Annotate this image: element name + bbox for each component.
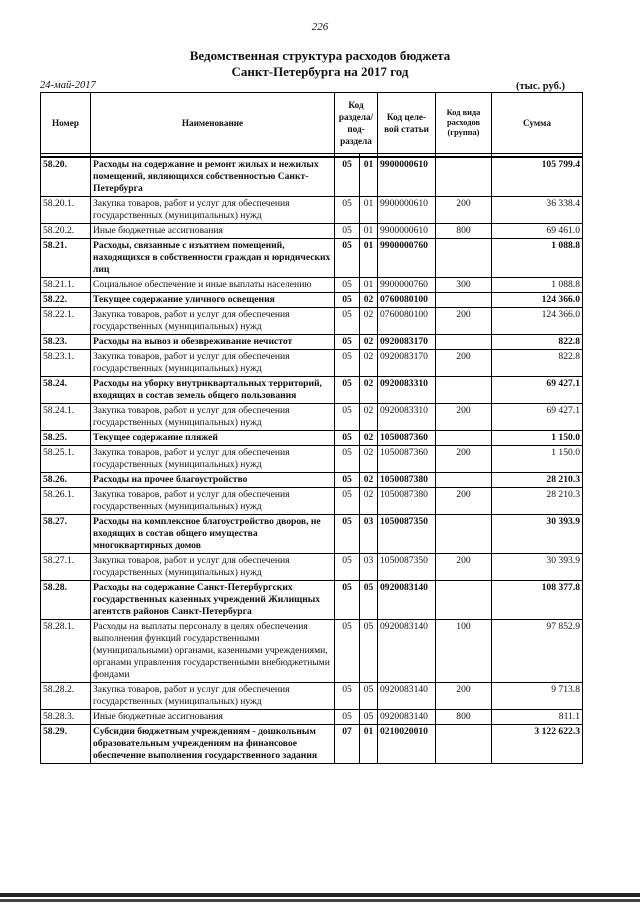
row-target-code: 0760080100 bbox=[378, 293, 436, 308]
row-subsection-code: 02 bbox=[360, 377, 378, 404]
row-expense-type bbox=[436, 335, 492, 350]
row-number: 58.29. bbox=[41, 725, 91, 764]
row-expense-type: 200 bbox=[436, 197, 492, 224]
row-subsection-code: 05 bbox=[360, 683, 378, 710]
row-target-code: 0920083310 bbox=[378, 404, 436, 431]
row-target-code: 0920083140 bbox=[378, 620, 436, 683]
row-number: 58.20. bbox=[41, 157, 91, 197]
row-name: Расходы на прочее благоустройство bbox=[91, 473, 335, 488]
row-sum: 30 393.9 bbox=[492, 554, 583, 581]
units-label: (тыс. руб.) bbox=[516, 81, 565, 92]
row-name: Субсидии бюджетным учреждениям - дошкольным образовательным учреждениям на финансовое обеспечение выполнения государственного задания bbox=[91, 725, 335, 764]
row-name: Расходы на содержание Санкт-Петербургских государственных казенных учреждений Жилищных агентств районов Санкт-Петербурга bbox=[91, 581, 335, 620]
row-name: Закупка товаров, работ и услуг для обеспечения государственных (муниципальных) нужд bbox=[91, 197, 335, 224]
row-expense-type: 200 bbox=[436, 554, 492, 581]
row-target-code: 1050087350 bbox=[378, 515, 436, 554]
row-section-code: 05 bbox=[335, 554, 360, 581]
row-name: Иные бюджетные ассигнования bbox=[91, 710, 335, 725]
footer-line-secondary bbox=[0, 899, 640, 902]
row-subsection-code: 01 bbox=[360, 725, 378, 764]
row-subsection-code: 02 bbox=[360, 488, 378, 515]
row-section-code: 05 bbox=[335, 404, 360, 431]
row-section-code: 05 bbox=[335, 197, 360, 224]
table-row bbox=[41, 515, 583, 554]
row-subsection-code: 01 bbox=[360, 278, 378, 293]
table-row bbox=[41, 554, 583, 581]
table-row bbox=[41, 197, 583, 224]
row-name: Расходы на комплексное благоустройство дворов, не входящих в состав общего имущества многоквартирных домов bbox=[91, 515, 335, 554]
row-sum: 105 799.4 bbox=[492, 157, 583, 197]
table-row bbox=[41, 308, 583, 335]
row-section-code: 05 bbox=[335, 157, 360, 197]
row-section-code: 05 bbox=[335, 308, 360, 335]
row-expense-type: 200 bbox=[436, 488, 492, 515]
table-header-row bbox=[41, 93, 583, 154]
row-section-code: 05 bbox=[335, 224, 360, 239]
table-row bbox=[41, 335, 583, 350]
row-name: Закупка товаров, работ и услуг для обеспечения государственных (муниципальных) нужд bbox=[91, 308, 335, 335]
table-row bbox=[41, 278, 583, 293]
row-expense-type: 100 bbox=[436, 620, 492, 683]
row-target-code: 9900000610 bbox=[378, 197, 436, 224]
row-subsection-code: 05 bbox=[360, 581, 378, 620]
header-target: Код целе-вой статьи bbox=[378, 93, 436, 154]
row-number: 58.20.1. bbox=[41, 197, 91, 224]
document-date: 24-май-2017 bbox=[40, 80, 96, 91]
row-sum: 69 427.1 bbox=[492, 377, 583, 404]
title-line-1: Ведомственная структура расходов бюджета bbox=[189, 48, 451, 63]
row-expense-type bbox=[436, 157, 492, 197]
row-sum: 108 377.8 bbox=[492, 581, 583, 620]
row-expense-type: 800 bbox=[436, 224, 492, 239]
row-subsection-code: 01 bbox=[360, 239, 378, 278]
table-row bbox=[41, 239, 583, 278]
row-expense-type bbox=[436, 725, 492, 764]
row-section-code: 05 bbox=[335, 710, 360, 725]
row-name: Расходы на содержание и ремонт жилых и нежилых помещений, являющихся собственностью Санкт-Петербурга bbox=[91, 157, 335, 197]
row-name: Расходы на вывоз и обезвреживание нечистот bbox=[91, 335, 335, 350]
row-number: 58.24. bbox=[41, 377, 91, 404]
row-expense-type: 200 bbox=[436, 308, 492, 335]
row-name: Закупка товаров, работ и услуг для обеспечения государственных (муниципальных) нужд bbox=[91, 683, 335, 710]
row-subsection-code: 02 bbox=[360, 335, 378, 350]
table-row bbox=[41, 377, 583, 404]
row-target-code: 1050087360 bbox=[378, 446, 436, 473]
row-number: 58.28.1. bbox=[41, 620, 91, 683]
row-section-code: 05 bbox=[335, 293, 360, 308]
row-number: 58.23. bbox=[41, 335, 91, 350]
row-name: Закупка товаров, работ и услуг для обеспечения государственных (муниципальных) нужд bbox=[91, 554, 335, 581]
row-target-code: 0920083310 bbox=[378, 377, 436, 404]
row-sum: 811.1 bbox=[492, 710, 583, 725]
row-number: 58.28.2. bbox=[41, 683, 91, 710]
row-target-code: 1050087380 bbox=[378, 473, 436, 488]
row-section-code: 05 bbox=[335, 620, 360, 683]
row-number: 58.21. bbox=[41, 239, 91, 278]
row-section-code: 05 bbox=[335, 446, 360, 473]
row-expense-type bbox=[436, 473, 492, 488]
row-expense-type bbox=[436, 431, 492, 446]
header-section: Код раздела/ под-раздела bbox=[335, 93, 378, 154]
row-expense-type: 200 bbox=[436, 350, 492, 377]
row-section-code: 05 bbox=[335, 683, 360, 710]
row-number: 58.26. bbox=[41, 473, 91, 488]
row-subsection-code: 05 bbox=[360, 620, 378, 683]
table-row bbox=[41, 620, 583, 683]
row-sum: 822.8 bbox=[492, 350, 583, 377]
title-line-2: Санкт-Петербурга на 2017 год bbox=[231, 64, 409, 79]
row-expense-type: 200 bbox=[436, 683, 492, 710]
row-name: Расходы, связанные с изъятием помещений, находящихся в собственности граждан и юридических лиц bbox=[91, 239, 335, 278]
table-row bbox=[41, 725, 583, 764]
row-target-code: 0920083140 bbox=[378, 581, 436, 620]
row-target-code: 9900000760 bbox=[378, 239, 436, 278]
row-target-code: 9900000610 bbox=[378, 224, 436, 239]
row-expense-type bbox=[436, 293, 492, 308]
table-row bbox=[41, 446, 583, 473]
row-expense-type bbox=[436, 581, 492, 620]
row-expense-type: 200 bbox=[436, 446, 492, 473]
row-number: 58.20.2. bbox=[41, 224, 91, 239]
row-sum: 124 366.0 bbox=[492, 293, 583, 308]
row-target-code: 0920083170 bbox=[378, 350, 436, 377]
row-sum: 1 088.8 bbox=[492, 278, 583, 293]
row-name: Закупка товаров, работ и услуг для обеспечения государственных (муниципальных) нужд bbox=[91, 350, 335, 377]
row-subsection-code: 03 bbox=[360, 554, 378, 581]
row-number: 58.25.1. bbox=[41, 446, 91, 473]
row-name: Закупка товаров, работ и услуг для обеспечения государственных (муниципальных) нужд bbox=[91, 488, 335, 515]
row-expense-type bbox=[436, 377, 492, 404]
row-number: 58.27.1. bbox=[41, 554, 91, 581]
row-subsection-code: 02 bbox=[360, 308, 378, 335]
row-section-code: 05 bbox=[335, 488, 360, 515]
row-target-code: 1050087350 bbox=[378, 554, 436, 581]
row-section-code: 05 bbox=[335, 473, 360, 488]
row-sum: 822.8 bbox=[492, 335, 583, 350]
row-target-code: 0210020010 bbox=[378, 725, 436, 764]
row-name: Расходы на уборку внутриквартальных территорий, входящих в состав земель общего пользования bbox=[91, 377, 335, 404]
row-target-code: 9900000760 bbox=[378, 278, 436, 293]
row-subsection-code: 02 bbox=[360, 431, 378, 446]
page-number: 226 bbox=[311, 21, 329, 33]
row-sum: 69 461.0 bbox=[492, 224, 583, 239]
row-subsection-code: 01 bbox=[360, 157, 378, 197]
table-row bbox=[41, 224, 583, 239]
table-row bbox=[41, 293, 583, 308]
footer-line bbox=[0, 893, 640, 897]
row-subsection-code: 05 bbox=[360, 710, 378, 725]
row-name: Текущее содержание пляжей bbox=[91, 431, 335, 446]
row-subsection-code: 02 bbox=[360, 293, 378, 308]
row-expense-type: 300 bbox=[436, 278, 492, 293]
row-target-code: 0920083140 bbox=[378, 683, 436, 710]
row-number: 58.24.1. bbox=[41, 404, 91, 431]
row-number: 58.27. bbox=[41, 515, 91, 554]
row-subsection-code: 02 bbox=[360, 350, 378, 377]
row-section-code: 05 bbox=[335, 278, 360, 293]
table-row bbox=[41, 431, 583, 446]
row-section-code: 07 bbox=[335, 725, 360, 764]
table-row bbox=[41, 683, 583, 710]
row-sum: 3 122 622.3 bbox=[492, 725, 583, 764]
row-sum: 1 088.8 bbox=[492, 239, 583, 278]
row-name: Закупка товаров, работ и услуг для обеспечения государственных (муниципальных) нужд bbox=[91, 404, 335, 431]
header-sum: Сумма bbox=[492, 93, 583, 154]
row-sum: 1 150.0 bbox=[492, 431, 583, 446]
row-subsection-code: 01 bbox=[360, 224, 378, 239]
row-number: 58.26.1. bbox=[41, 488, 91, 515]
row-section-code: 05 bbox=[335, 581, 360, 620]
row-number: 58.22.1. bbox=[41, 308, 91, 335]
row-target-code: 0760080100 bbox=[378, 308, 436, 335]
row-section-code: 05 bbox=[335, 431, 360, 446]
row-target-code: 0920083140 bbox=[378, 710, 436, 725]
row-name: Текущее содержание уличного освещения bbox=[91, 293, 335, 308]
row-expense-type bbox=[436, 515, 492, 554]
row-subsection-code: 02 bbox=[360, 446, 378, 473]
row-subsection-code: 03 bbox=[360, 515, 378, 554]
row-subsection-code: 01 bbox=[360, 197, 378, 224]
row-section-code: 05 bbox=[335, 377, 360, 404]
row-number: 58.25. bbox=[41, 431, 91, 446]
row-number: 58.28. bbox=[41, 581, 91, 620]
row-sum: 1 150.0 bbox=[492, 446, 583, 473]
table-row bbox=[41, 350, 583, 377]
row-number: 58.21.1. bbox=[41, 278, 91, 293]
row-section-code: 05 bbox=[335, 515, 360, 554]
row-target-code: 0920083170 bbox=[378, 335, 436, 350]
table-row bbox=[41, 581, 583, 620]
row-name: Расходы на выплаты персоналу в целях обеспечения выполнения функций государственными (муниципальными) органами, казенными учреждениями, органами управления государственными внебюджетными фондами bbox=[91, 620, 335, 683]
row-sum: 124 366.0 bbox=[492, 308, 583, 335]
row-section-code: 05 bbox=[335, 335, 360, 350]
row-target-code: 1050087380 bbox=[378, 488, 436, 515]
row-sum: 69 427.1 bbox=[492, 404, 583, 431]
table-body bbox=[41, 157, 583, 764]
row-name: Иные бюджетные ассигнования bbox=[91, 224, 335, 239]
table-row bbox=[41, 488, 583, 515]
row-sum: 36 338.4 bbox=[492, 197, 583, 224]
table-row bbox=[41, 157, 583, 197]
row-section-code: 05 bbox=[335, 350, 360, 377]
table-row bbox=[41, 710, 583, 725]
row-subsection-code: 02 bbox=[360, 473, 378, 488]
row-expense-type: 200 bbox=[436, 404, 492, 431]
row-number: 58.23.1. bbox=[41, 350, 91, 377]
row-name: Закупка товаров, работ и услуг для обеспечения государственных (муниципальных) нужд bbox=[91, 446, 335, 473]
row-name: Социальное обеспечение и иные выплаты населению bbox=[91, 278, 335, 293]
row-sum: 97 852.9 bbox=[492, 620, 583, 683]
row-section-code: 05 bbox=[335, 239, 360, 278]
row-subsection-code: 02 bbox=[360, 404, 378, 431]
table-row bbox=[41, 473, 583, 488]
header-expense-type: Код вида расходов (группа) bbox=[436, 93, 492, 154]
row-number: 58.28.3. bbox=[41, 710, 91, 725]
page-title bbox=[0, 48, 640, 80]
header-name: Наименование bbox=[91, 93, 335, 154]
row-sum: 28 210.3 bbox=[492, 488, 583, 515]
header-number: Номер bbox=[41, 93, 91, 154]
table-row bbox=[41, 404, 583, 431]
row-expense-type bbox=[436, 239, 492, 278]
row-target-code: 9900000610 bbox=[378, 157, 436, 197]
row-sum: 9 713.8 bbox=[492, 683, 583, 710]
row-expense-type: 800 bbox=[436, 710, 492, 725]
row-sum: 28 210.3 bbox=[492, 473, 583, 488]
row-sum: 30 393.9 bbox=[492, 515, 583, 554]
row-target-code: 1050087360 bbox=[378, 431, 436, 446]
budget-table bbox=[40, 92, 583, 764]
row-number: 58.22. bbox=[41, 293, 91, 308]
